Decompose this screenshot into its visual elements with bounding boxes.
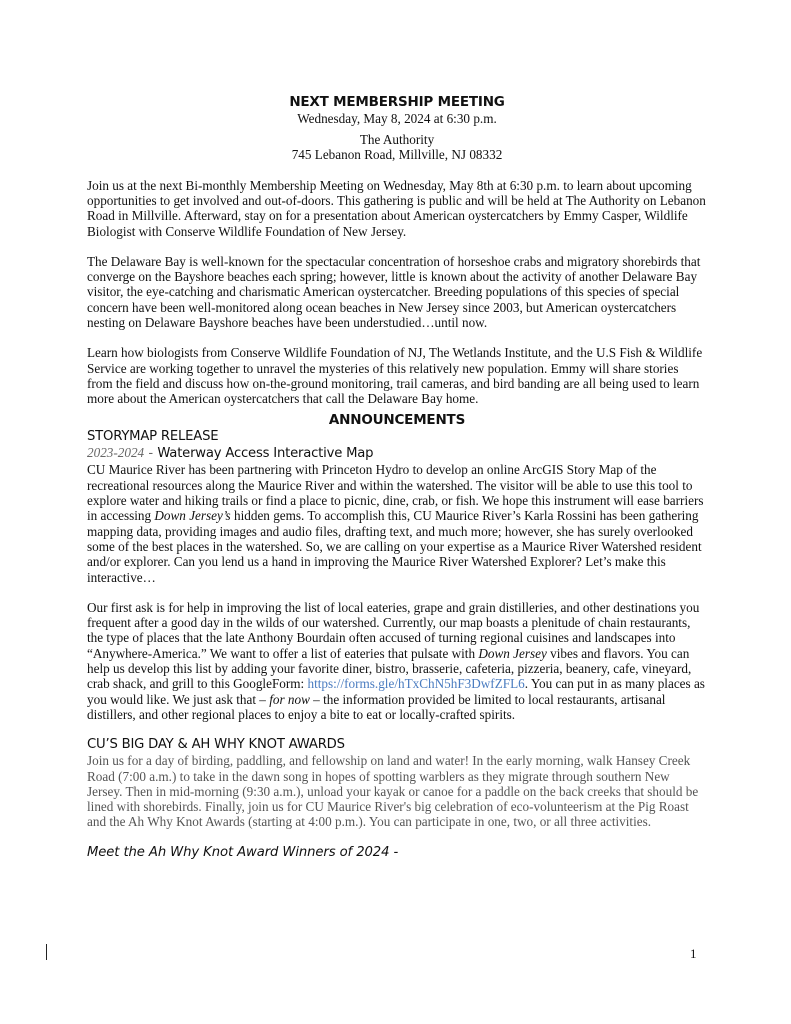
text-run: hidden gems. To accomplish this, CU Maurice River’s Karla Rossini has been gathering mapping data, providing images and audio files, drafting text, and much more; however, she has surely overlooked some of the best places in the watershed. So, we are calling on your expertise as a Maurice River Watershed resident and/or explorer. Can you lend us a hand in improving the Maurice River Watershed Explorer? Let’s make this interactive…	[87, 508, 702, 585]
bigday-paragraph: Join us for a day of birding, paddling, and fellowship on land and water! In the early morning, walk Hansey Creek Road (7:00 a.m.) to take in the dawn song in hopes of spotting warblers as they migrate through southern New Jersey. Then in mid-morning (9:30 a.m.), unload your kayak or canoe for a paddle on the back creeks that should be lined with shorebirds. Finally, join us for CU Maurice River's big celebration of eco-volunteerism at the Pig Roast and the Ah Why Knot Awards (starting at 4:00 p.m.). You can participate in one, two, or all three activities.	[87, 753, 699, 830]
document-page	[87, 94, 707, 861]
storymap-paragraph-1	[87, 462, 707, 584]
storymap-year: 2023-2024	[87, 445, 145, 461]
emphasis: Down Jersey’s	[154, 508, 231, 524]
meeting-paragraph: Join us at the next Bi-monthly Membership Meeting on Wednesday, May 8th at 6:30 p.m. to learn about upcoming opportunities to get involved and out-of-doors. This gathering is public and will be held at The Authority on Lebanon Road in Millville. Afterward, stay on for a presentation about American oystercatchers by Emmy Casper, Wildlife Biologist with Conserve Wildlife Foundation of New Jersey.	[87, 177, 706, 239]
text-run: – the information provided be limited to local restaurants, artisanal distillers, and other regional places to enjoy a bite to eat or locally-crafted spirits.	[87, 691, 666, 722]
meeting-address: 745 Lebanon Road, Millville, NJ 08332	[291, 147, 503, 163]
storymap-subheading	[87, 445, 707, 462]
meeting-title: NEXT MEMBERSHIP MEETING	[289, 94, 505, 110]
text-run: CU Maurice River has been partnering with Princeton Hydro to develop an online ArcGIS Story Map of the recreational resources along the Maurice River and within the watershed. The visitor will be able to use this tool to explore water and hiking trails or find a place to picnic, dine, crab, or fish. We hope this instrument will ease barriers in accessing	[87, 462, 704, 524]
emphasis: Down Jersey	[478, 645, 547, 661]
announcements-title: ANNOUNCEMENTS	[328, 412, 466, 429]
text-run: vibes and flavors. You can help us develop this list by adding your favorite diner, bistro, brasserie, cafeteria, pizzeria, beanery, cafe, vineyard, crab shack, and grill to this GoogleForm:	[87, 645, 692, 692]
meeting-venue: The Authority	[359, 132, 435, 148]
emphasis: for now	[269, 691, 310, 707]
change-bar	[46, 944, 47, 960]
meeting-paragraph: The Delaware Bay is well-known for the spectacular concentration of horseshoe crabs and migratory shorebirds that converge on the Bayshore beaches each spring; however, little is known about the activity of another Delaware Bay visitor, the eye-catching and charismatic American oystercatcher. Breeding populations of this species of special concern have been well-monitored along ocean beaches in New Jersey since 2003, but American oystercatchers nesting on Delaware Bayshore beaches have been understudied…until now.	[87, 253, 701, 330]
bigday-heading: CU’S BIG DAY & AH WHY KNOT AWARDS	[87, 737, 345, 753]
page-number: 1	[690, 946, 697, 961]
text-run: . You can put in as many places as you would like. We just ask that –	[87, 676, 705, 707]
meeting-datetime: Wednesday, May 8, 2024 at 6:30 p.m.	[297, 111, 497, 126]
storymap-paragraph-2	[87, 600, 707, 722]
storymap-dash: -	[144, 446, 158, 462]
text-run: Our first ask is for help in improving the list of local eateries, grape and grain distilleries, and other destinations you frequent after a good day in the wilds of our watershed. Currently, our map boasts a plenitude of chain restaurants, the type of places that the late Anthony Bourdain often accused of turning regional cuisines and landscapes into “Anywhere-America.” We want to offer a list of eateries that pulsate with	[87, 599, 700, 661]
winners-heading: Meet the Ah Why Knot Award Winners of 2024 -	[87, 844, 399, 860]
googleform-link[interactable]: https://forms.gle/hTxChN5hF3DwfZFL6	[307, 676, 525, 692]
storymap-heading: STORYMAP RELEASE	[87, 429, 219, 445]
storymap-subtitle: Waterway Access Interactive Map	[157, 446, 374, 462]
meeting-paragraph: Learn how biologists from Conserve Wildlife Foundation of NJ, The Wetlands Institute, and the U.S Fish & Wildlife Service are working together to unravel the mysteries of this relatively new population. Emmy will share stories from the field and discuss how on-the-ground monitoring, trail cameras, and bird banding are all being used to learn more about the American oystercatchers that call the Delaware Bay home.	[87, 345, 703, 407]
